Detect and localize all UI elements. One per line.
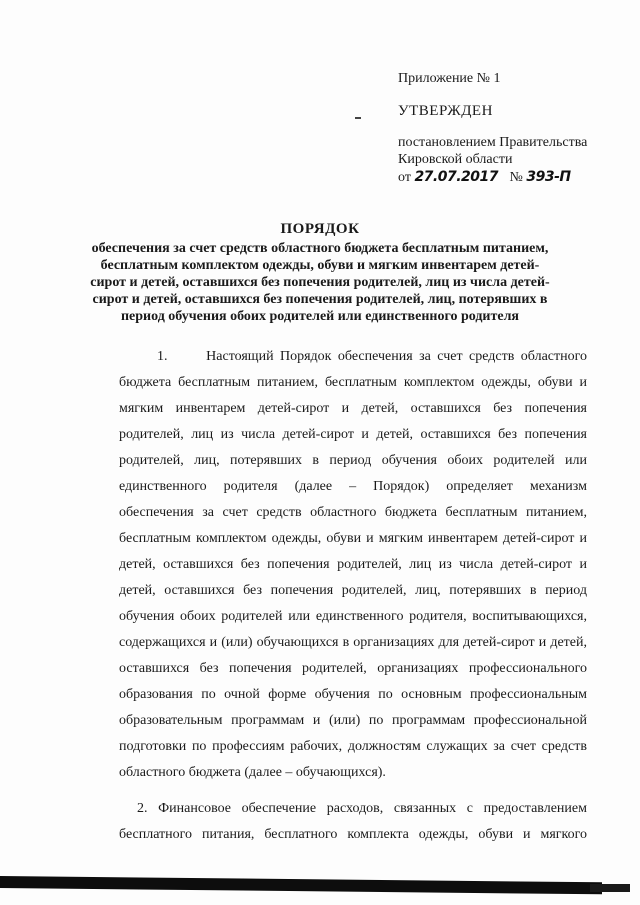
scan-mark xyxy=(355,117,361,119)
paragraph-2-line: бесплатного питания, бесплатного комплекта одежды, обуви и мягкого xyxy=(119,827,587,842)
paragraph-1-line: детей, оставшихся без попечения родителей, лиц из числа детей-сирот и xyxy=(119,557,587,572)
subtitle-line: обеспечения за счет средств областного бюджета бесплатным питанием, xyxy=(91,241,549,256)
appendix-label: Приложение № 1 xyxy=(398,71,501,86)
paragraph-1-line: обучения обоих родителей или единственного родителя, воспитывающихся, xyxy=(119,609,587,624)
paragraph-1-line: 1. Настоящий Порядок обеспечения за счет средств областного xyxy=(157,349,587,364)
paragraph-2-line: 2. Финансовое обеспечение расходов, связанных с предоставлением xyxy=(137,801,587,816)
subtitle-line: бесплатным комплектом одежды, обуви и мягким инвентарем детей- xyxy=(100,258,540,273)
paragraph-1-line: содержащихся и (или) обучающихся в организациях для детей-сирот и детей, xyxy=(119,635,587,650)
resolution-line-1: постановлением Правительства xyxy=(398,135,588,150)
document-title: ПОРЯДОК xyxy=(280,221,360,237)
paragraph-1-line: бюджета бесплатным питанием, бесплатным комплектом одежды, обуви и xyxy=(119,375,587,390)
handwritten-date: 27.07.2017 xyxy=(414,169,499,185)
resolution-line-2: Кировской области xyxy=(398,152,513,167)
paragraph-1-line: детей, оставшихся без попечения родителей, лиц, потерявших в период xyxy=(119,583,587,598)
date-prefix: от xyxy=(398,170,411,185)
subtitle-line: период обучения обоих родителей или единственного родителя xyxy=(120,309,520,324)
paragraph-1-line: оставшихся без попечения родителей, организациях профессионального xyxy=(119,661,587,676)
paragraph-1-line: обеспечения за счет средств областного бюджета бесплатным питанием, xyxy=(119,505,587,520)
paragraph-1-line: бесплатным комплектом одежды, обуви и мягким инвентарем детей-сирот и xyxy=(119,531,587,546)
paragraph-1-line: мягким инвентарем детей-сирот и детей, оставшихся без попечения xyxy=(119,401,587,416)
paragraph-1-line: родителей, лиц из числа детей-сирот и детей, оставшихся без попечения xyxy=(119,427,587,442)
paragraph-1-line: областного бюджета (далее – обучающихся). xyxy=(119,765,386,780)
paragraph-1-line: образования по очной форме обучения по основным профессиональным xyxy=(119,687,587,702)
paragraph-1-line: единственного родителя (далее – Порядок) определяет механизм xyxy=(119,479,587,494)
resolution-date-line xyxy=(398,168,571,187)
subtitle-line: сирот и детей, оставшихся без попечения родителей, лиц, потерявших в xyxy=(92,292,548,307)
approved-label: УТВЕРЖДЕН xyxy=(398,103,493,119)
handwritten-number: 393-П xyxy=(526,169,571,185)
subtitle-line: сирот и детей, оставшихся без попечения родителей, лиц из числа детей- xyxy=(90,275,550,290)
number-prefix: № xyxy=(509,170,523,185)
paragraph-1-line: образовательным программам и (или) по программам профессиональной xyxy=(119,713,587,728)
paragraph-1-line: родителей, лиц, потерявших в период обучения обоих родителей или xyxy=(119,453,587,468)
scan-edge-bar-end xyxy=(590,884,630,892)
scan-edge-bar xyxy=(0,876,602,894)
paragraph-1-line: подготовки по профессиям рабочих, должностям служащих за счет средств xyxy=(119,739,587,754)
